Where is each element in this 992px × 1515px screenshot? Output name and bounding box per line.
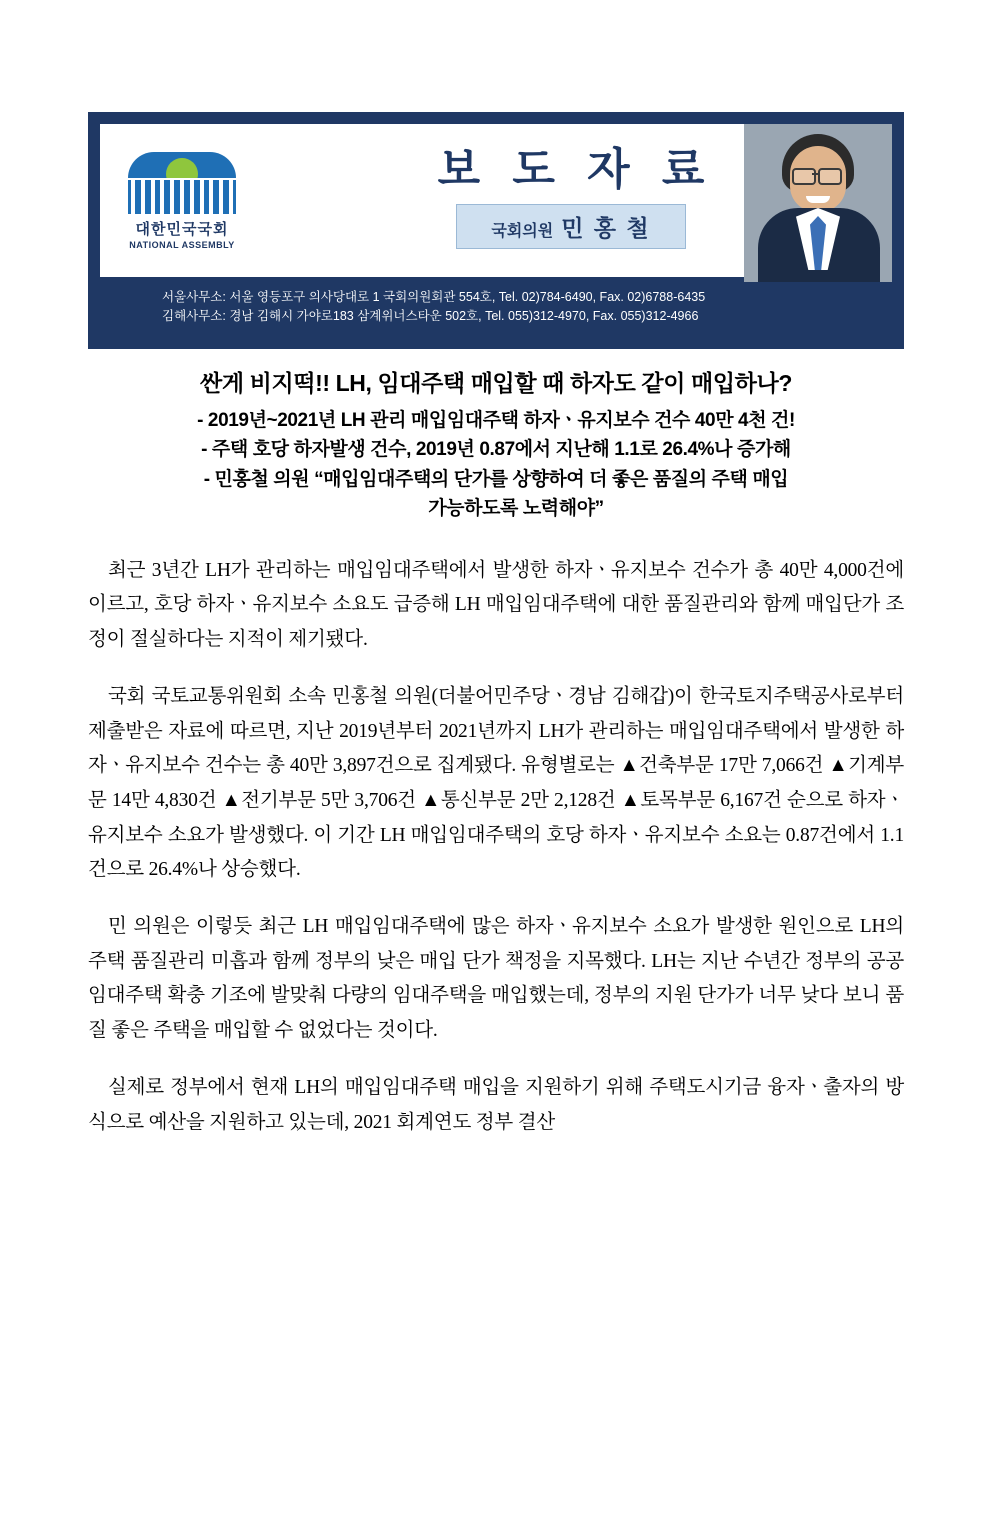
press-release-banner bbox=[88, 112, 904, 349]
portrait-glasses-left bbox=[792, 168, 816, 185]
dome-roof-icon bbox=[128, 152, 236, 178]
dome-columns-icon bbox=[128, 180, 236, 214]
member-name-bar bbox=[456, 204, 685, 249]
member-office-label: 국회의원 bbox=[491, 223, 554, 241]
member-name-label: 민 홍 철 bbox=[561, 215, 651, 242]
assembly-dome-icon bbox=[128, 152, 236, 214]
contact-info-bar bbox=[100, 277, 892, 337]
member-portrait-photo bbox=[744, 124, 892, 282]
paragraph-4: 실제로 정부에서 현재 LH의 매입임대주택 매입을 지원하기 위해 주택도시기금 융자ㆍ출자의 방식으로 예산을 지원하고 있는데, 2021 회계연도 정부 결산 bbox=[88, 1076, 904, 1133]
document-page bbox=[0, 112, 992, 1515]
bullet-item-2: - 주택 호당 하자발생 건수, 2019년 0.87에서 지난해 1.1로 26.4%나 증가해 bbox=[201, 439, 791, 461]
paragraph-1: 최근 3년간 LH가 관리하는 매입임대주택에서 발생한 하자ㆍ유지보수 건수가 총 40만 4,000건에 이르고, 호당 하자ㆍ유지보수 소요도 급증해 LH 매입임대주택에 대한 품질관리와 함께 매입단가 조정이 절실하다는 지적이 제기됐다. bbox=[88, 559, 904, 651]
bullet-item-3: - 민홍철 의원 “매입임대주택의 단가를 상향하여 더 좋은 품질의 주택 매입 bbox=[203, 468, 789, 490]
portrait-glasses-right bbox=[818, 168, 842, 185]
paragraph-3: 민 의원은 이렇듯 최근 LH 매입임대주택에 많은 하자ㆍ유지보수 소요가 발생한 원인으로 LH의 주택 품질관리 미흡과 함께 정부의 낮은 매입 단가 책정을 지목했다. LH는 지난 수년간 정부의 공공임대주택 확충 기조에 발맞춰 다량의 임대주택을 매입했는데, 정부의 지원 단가가 너무 낮다 보니 품질 좋은 주택을 매입할 수 없었다는 것이다. bbox=[88, 916, 904, 1042]
summary-bullets bbox=[88, 406, 904, 524]
logo-english-label: NATIONAL ASSEMBLY bbox=[129, 239, 235, 250]
page-title: 싼게 비지떡!! LH, 임대주택 매입할 때 하자도 같이 매입하나? bbox=[200, 370, 792, 396]
portrait-smile bbox=[806, 196, 830, 203]
logo-korean-label: 대한민국국회 bbox=[135, 220, 229, 238]
bullet-item-1: - 2019년~2021년 LH 관리 매입임대주택 하자ㆍ유지보수 건수 40만 4천 건! bbox=[197, 410, 795, 431]
paragraph-2: 국회 국토교통위원회 소속 민홍철 의원(더불어민주당ㆍ경남 김해갑)이 한국토지주택공사로부터 제출받은 자료에 따르면, 지난 2019년부터 2021년까지 LH가 관리하는 매입임대주택에서 발생한 하자ㆍ유지보수 건수는 총 40만 3,897건으로 집계됐다. 유형별로는 ▲건축부문 17만 7,066건 ▲기계부문 14만 4,830건 ▲전기부문 5만 3,706건 ▲통신부문 2만 2,128건 ▲토목부문 6,167건 순으로 하자ㆍ유지보수 소요가 발생했다. 이 기간 LH 매입임대주택의 호당 하자ㆍ유지보수 소요는 0.87건에서 1.1건으로 26.4%나 상승했다. bbox=[88, 685, 904, 881]
office-seoul-line: 서울사무소: 서울 영등포구 의사당대로 1 국회의원회관 554호, Tel. 02)784-6490, Fax. 02)6788-6435 bbox=[162, 290, 706, 304]
banner-inner bbox=[100, 124, 892, 337]
portrait-glasses-bridge bbox=[812, 173, 818, 175]
article-body bbox=[88, 554, 904, 1141]
national-assembly-logo bbox=[100, 152, 250, 250]
bullet-item-3-continued: 가능하도록 노력해야” bbox=[428, 498, 604, 520]
banner-top bbox=[100, 124, 892, 277]
office-gimhae-line: 김해사무소: 경남 김해시 가야로183 삼계위너스타운 502호, Tel. 055)312-4970, Fax. 055)312-4966 bbox=[162, 309, 699, 324]
press-release-title: 보 도 자 료 bbox=[437, 144, 715, 194]
